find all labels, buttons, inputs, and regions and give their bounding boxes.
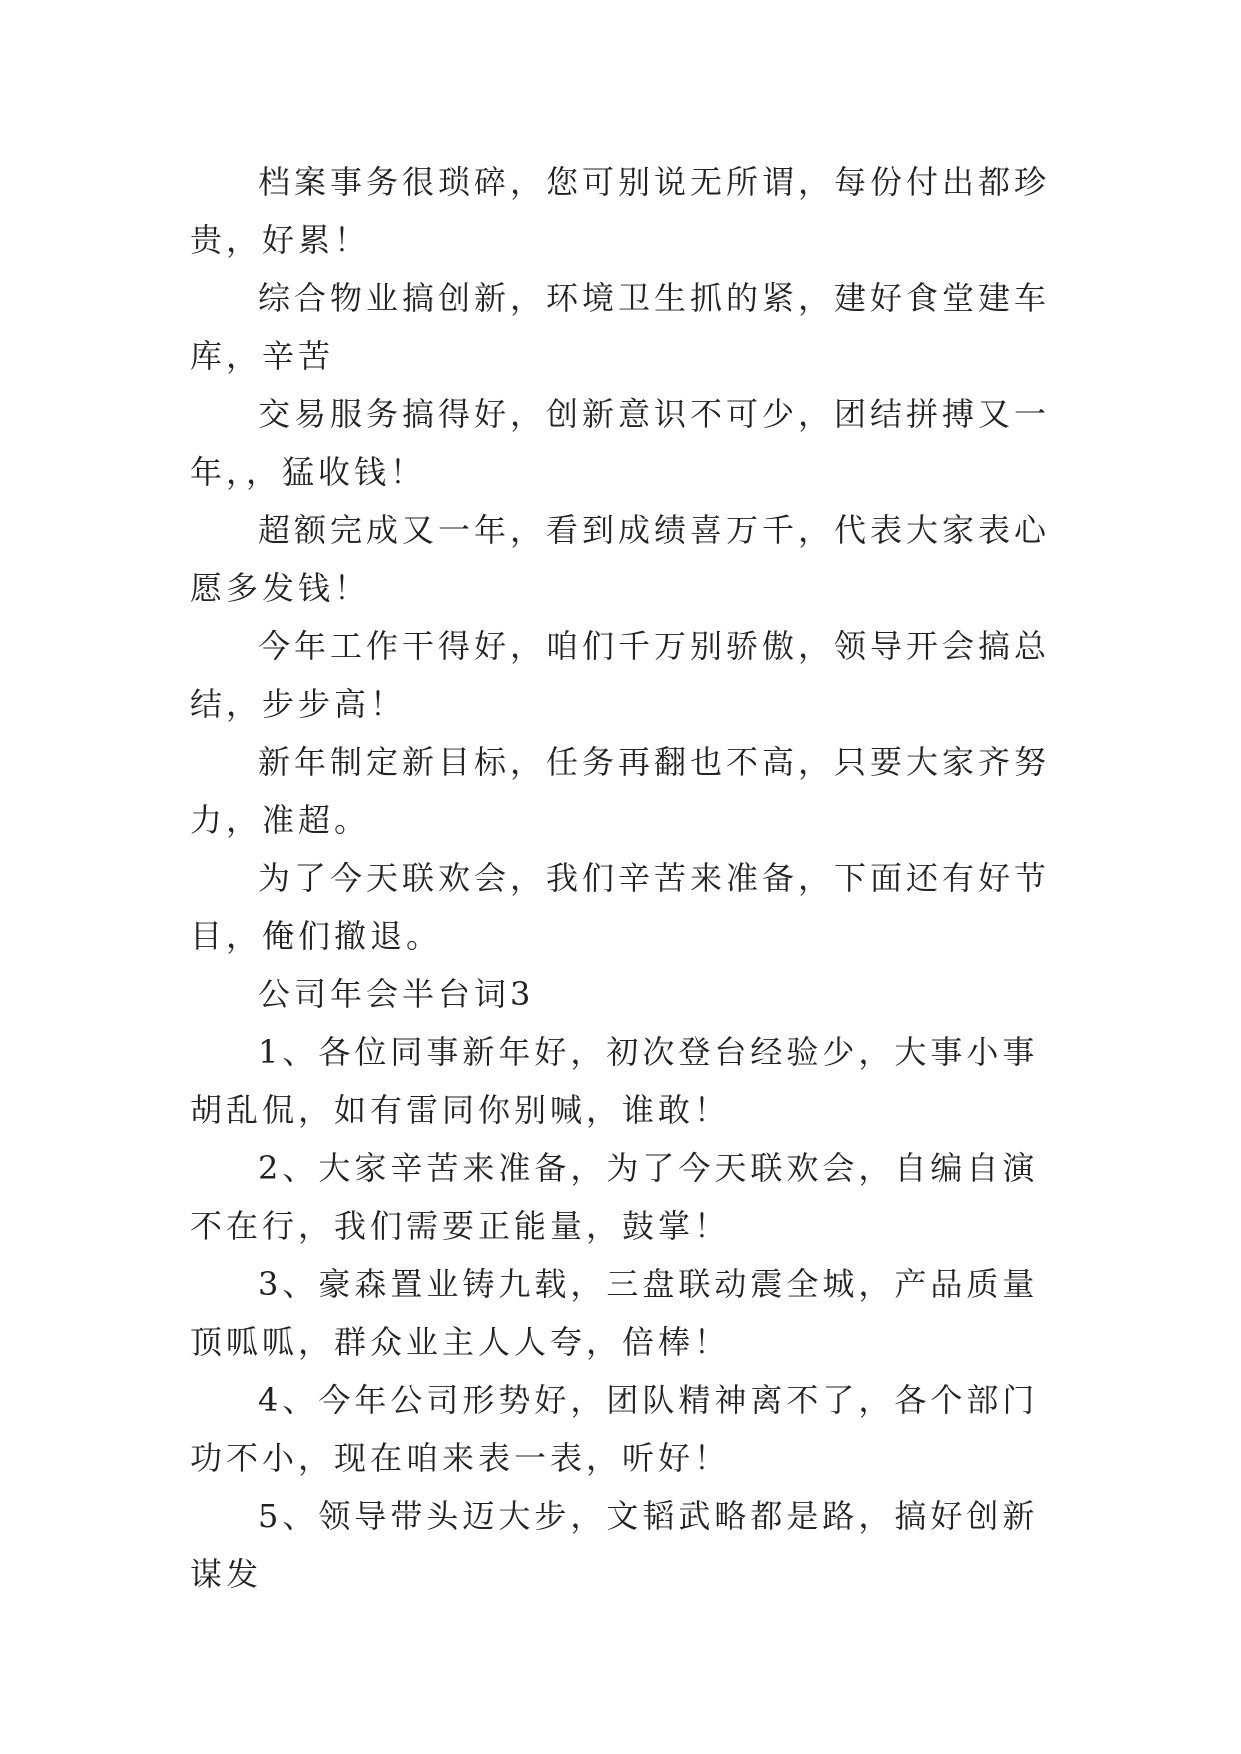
paragraph: 1、各位同事新年好，初次登台经验少，大事小事胡乱侃，如有雷同你别喊，谁敢！ (190, 1033, 1039, 1129)
paragraph: 为了今天联欢会，我们辛苦来准备，下面还有好节目，俺们撤退。 (190, 859, 1051, 955)
paragraph: 5、领导带头迈大步，文韬武略都是路，搞好创新谋发 (190, 1497, 1039, 1593)
paragraph: 档案事务很琐碎，您可别说无所谓，每份付出都珍贵，好累！ (190, 163, 1051, 259)
section-heading: 公司年会半台词3 (258, 975, 535, 1013)
paragraph: 新年制定新目标，任务再翻也不高，只要大家齐努力，准超。 (190, 743, 1051, 839)
paragraph: 2、大家辛苦来准备，为了今天联欢会，自编自演不在行，我们需要正能量，鼓掌！ (190, 1149, 1039, 1245)
document-body (190, 153, 1060, 1603)
paragraph: 3、豪森置业铸九载，三盘联动震全城，产品质量顶呱呱，群众业主人人夸，倍棒！ (190, 1265, 1039, 1361)
paragraph: 超额完成又一年，看到成绩喜万千，代表大家表心愿多发钱！ (190, 511, 1051, 607)
paragraph: 4、今年公司形势好，团队精神离不了，各个部门功不小，现在咱来表一表，听好！ (190, 1381, 1039, 1477)
paragraph: 交易服务搞得好，创新意识不可少，团结拼搏又一年，，猛收钱！ (190, 395, 1051, 491)
paragraph: 今年工作干得好，咱们千万别骄傲，领导开会搞总结，步步高！ (190, 627, 1051, 723)
paragraph: 综合物业搞创新，环境卫生抓的紧，建好食堂建车库，辛苦 (190, 279, 1051, 375)
